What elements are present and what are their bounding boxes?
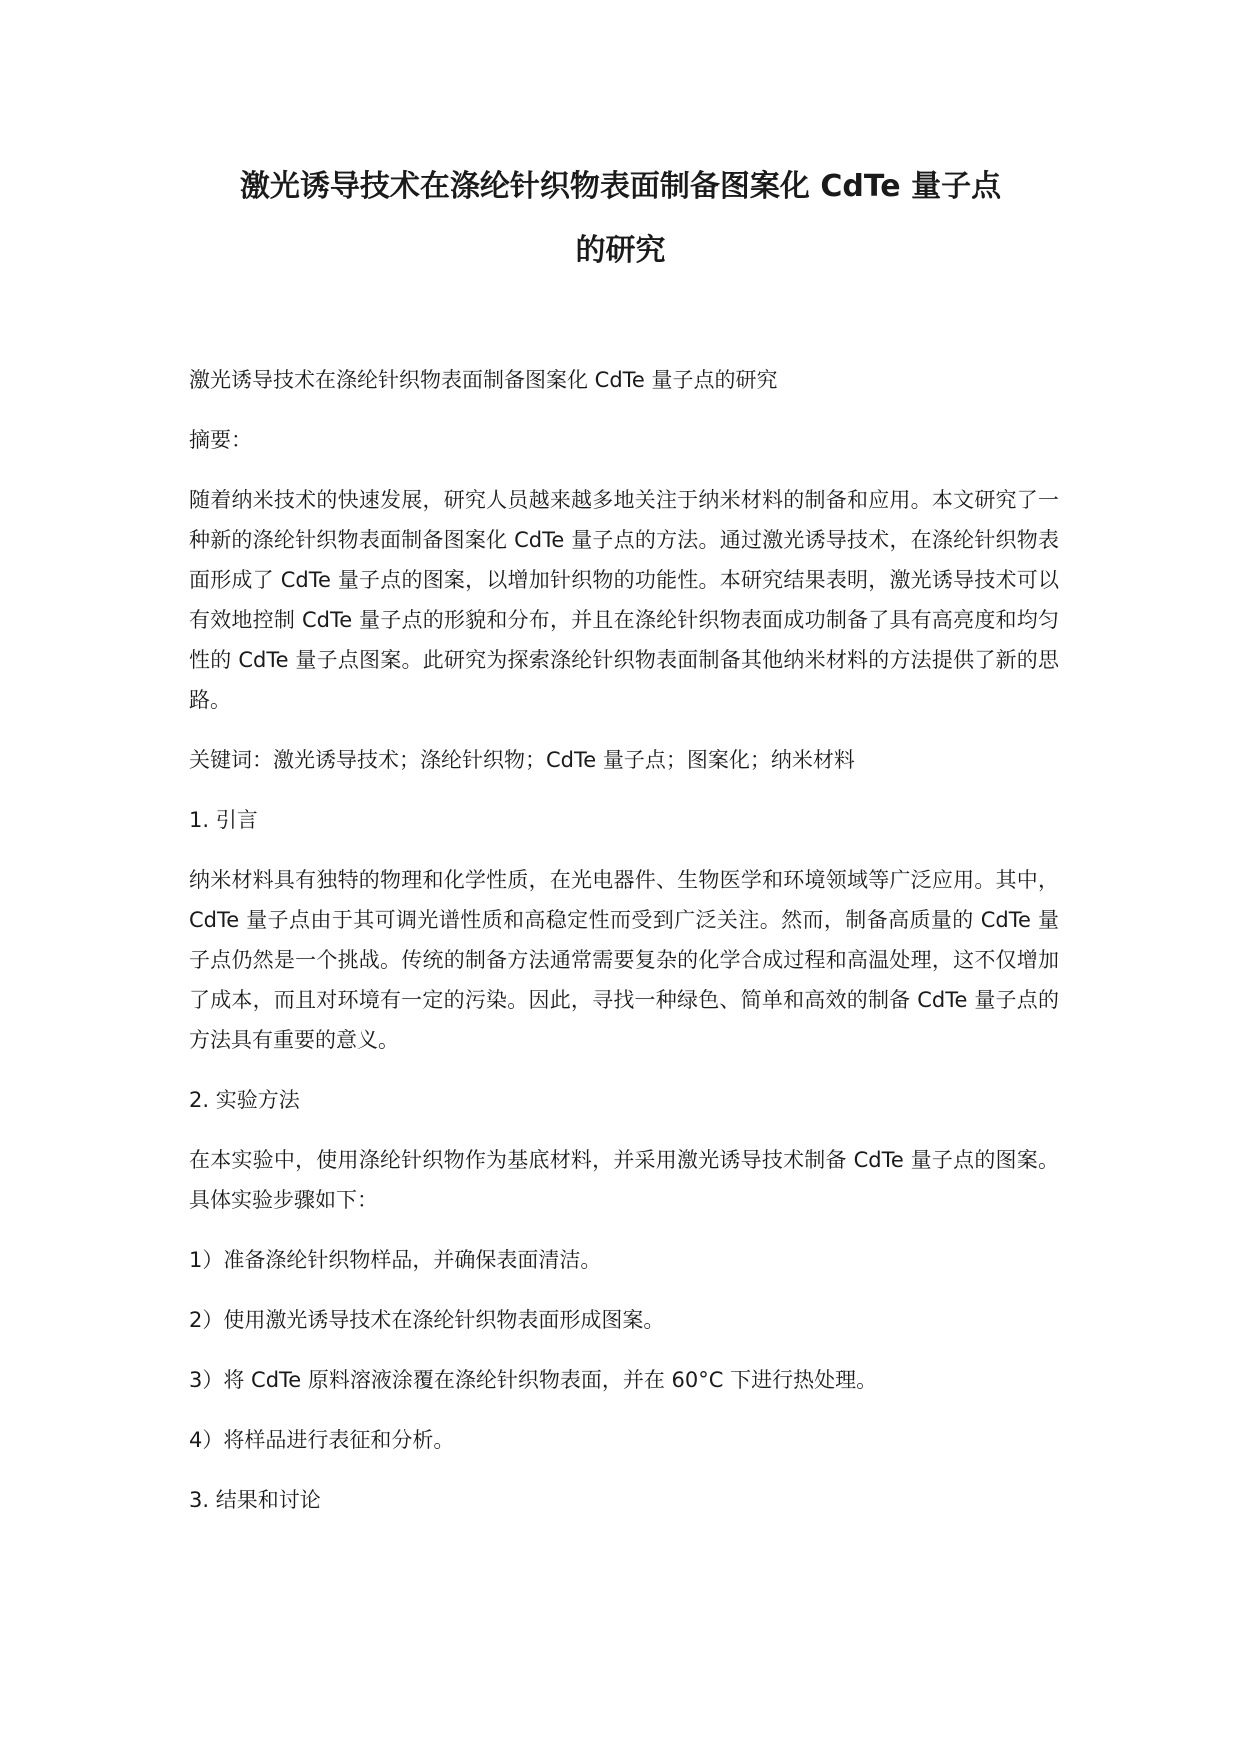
subtitle: 激光诱导技术在涤纶针织物表面制备图案化 CdTe 量子点的研究 (189, 368, 778, 392)
section-3-heading: 3. 结果和讨论 (189, 1488, 321, 1512)
section-1-text: 纳米材料具有独特的物理和化学性质，在光电器件、生物医学和环境领域等广泛应用。其中，CdTe 量子点由于其可调光谱性质和高稳定性而受到广泛关注。然而，制备高质量的 CdTe 量子点仍然是一个挑战。传统的制备方法通常需要复杂的化学合成过程和高温处理，这不仅增加了成本，而且对环境有一定的污染。因此，寻找一种绿色、简单和高效的制备 CdTe 量子点的方法具有重要的意义。 (189, 868, 1059, 1052)
keywords: 关键词：激光诱导技术；涤纶针织物；CdTe 量子点；图案化；纳米材料 (189, 748, 855, 772)
section-1-heading: 1. 引言 (189, 808, 258, 832)
step-4: 4）将样品进行表征和分析。 (189, 1428, 455, 1452)
title-line-2: 的研究 (575, 233, 666, 268)
document-body (189, 360, 1059, 1540)
section-2-heading: 2. 实验方法 (189, 1088, 300, 1112)
document-title (150, 169, 1091, 268)
title-line-1: 激光诱导技术在涤纶针织物表面制备图案化 CdTe 量子点 (239, 169, 1002, 204)
section-2-text: 在本实验中，使用涤纶针织物作为基底材料，并采用激光诱导技术制备 CdTe 量子点的图案。具体实验步骤如下： (189, 1148, 1059, 1212)
step-2: 2）使用激光诱导技术在涤纶针织物表面形成图案。 (189, 1308, 665, 1332)
step-3: 3）将 CdTe 原料溶液涂覆在涤纶针织物表面，并在 60°C 下进行热处理。 (189, 1368, 878, 1392)
abstract-label: 摘要： (189, 428, 252, 452)
step-1: 1）准备涤纶针织物样品，并确保表面清洁。 (189, 1248, 602, 1272)
abstract-text: 随着纳米技术的快速发展，研究人员越来越多地关注于纳米材料的制备和应用。本文研究了一种新的涤纶针织物表面制备图案化 CdTe 量子点的方法。通过激光诱导技术，在涤纶针织物表面形成了 CdTe 量子点的图案，以增加针织物的功能性。本研究结果表明，激光诱导技术可以有效地控制 CdTe 量子点的形貌和分布，并且在涤纶针织物表面成功制备了具有高亮度和均匀性的 CdTe 量子点图案。此研究为探索涤纶针织物表面制备其他纳米材料的方法提供了新的思路。 (189, 488, 1059, 712)
